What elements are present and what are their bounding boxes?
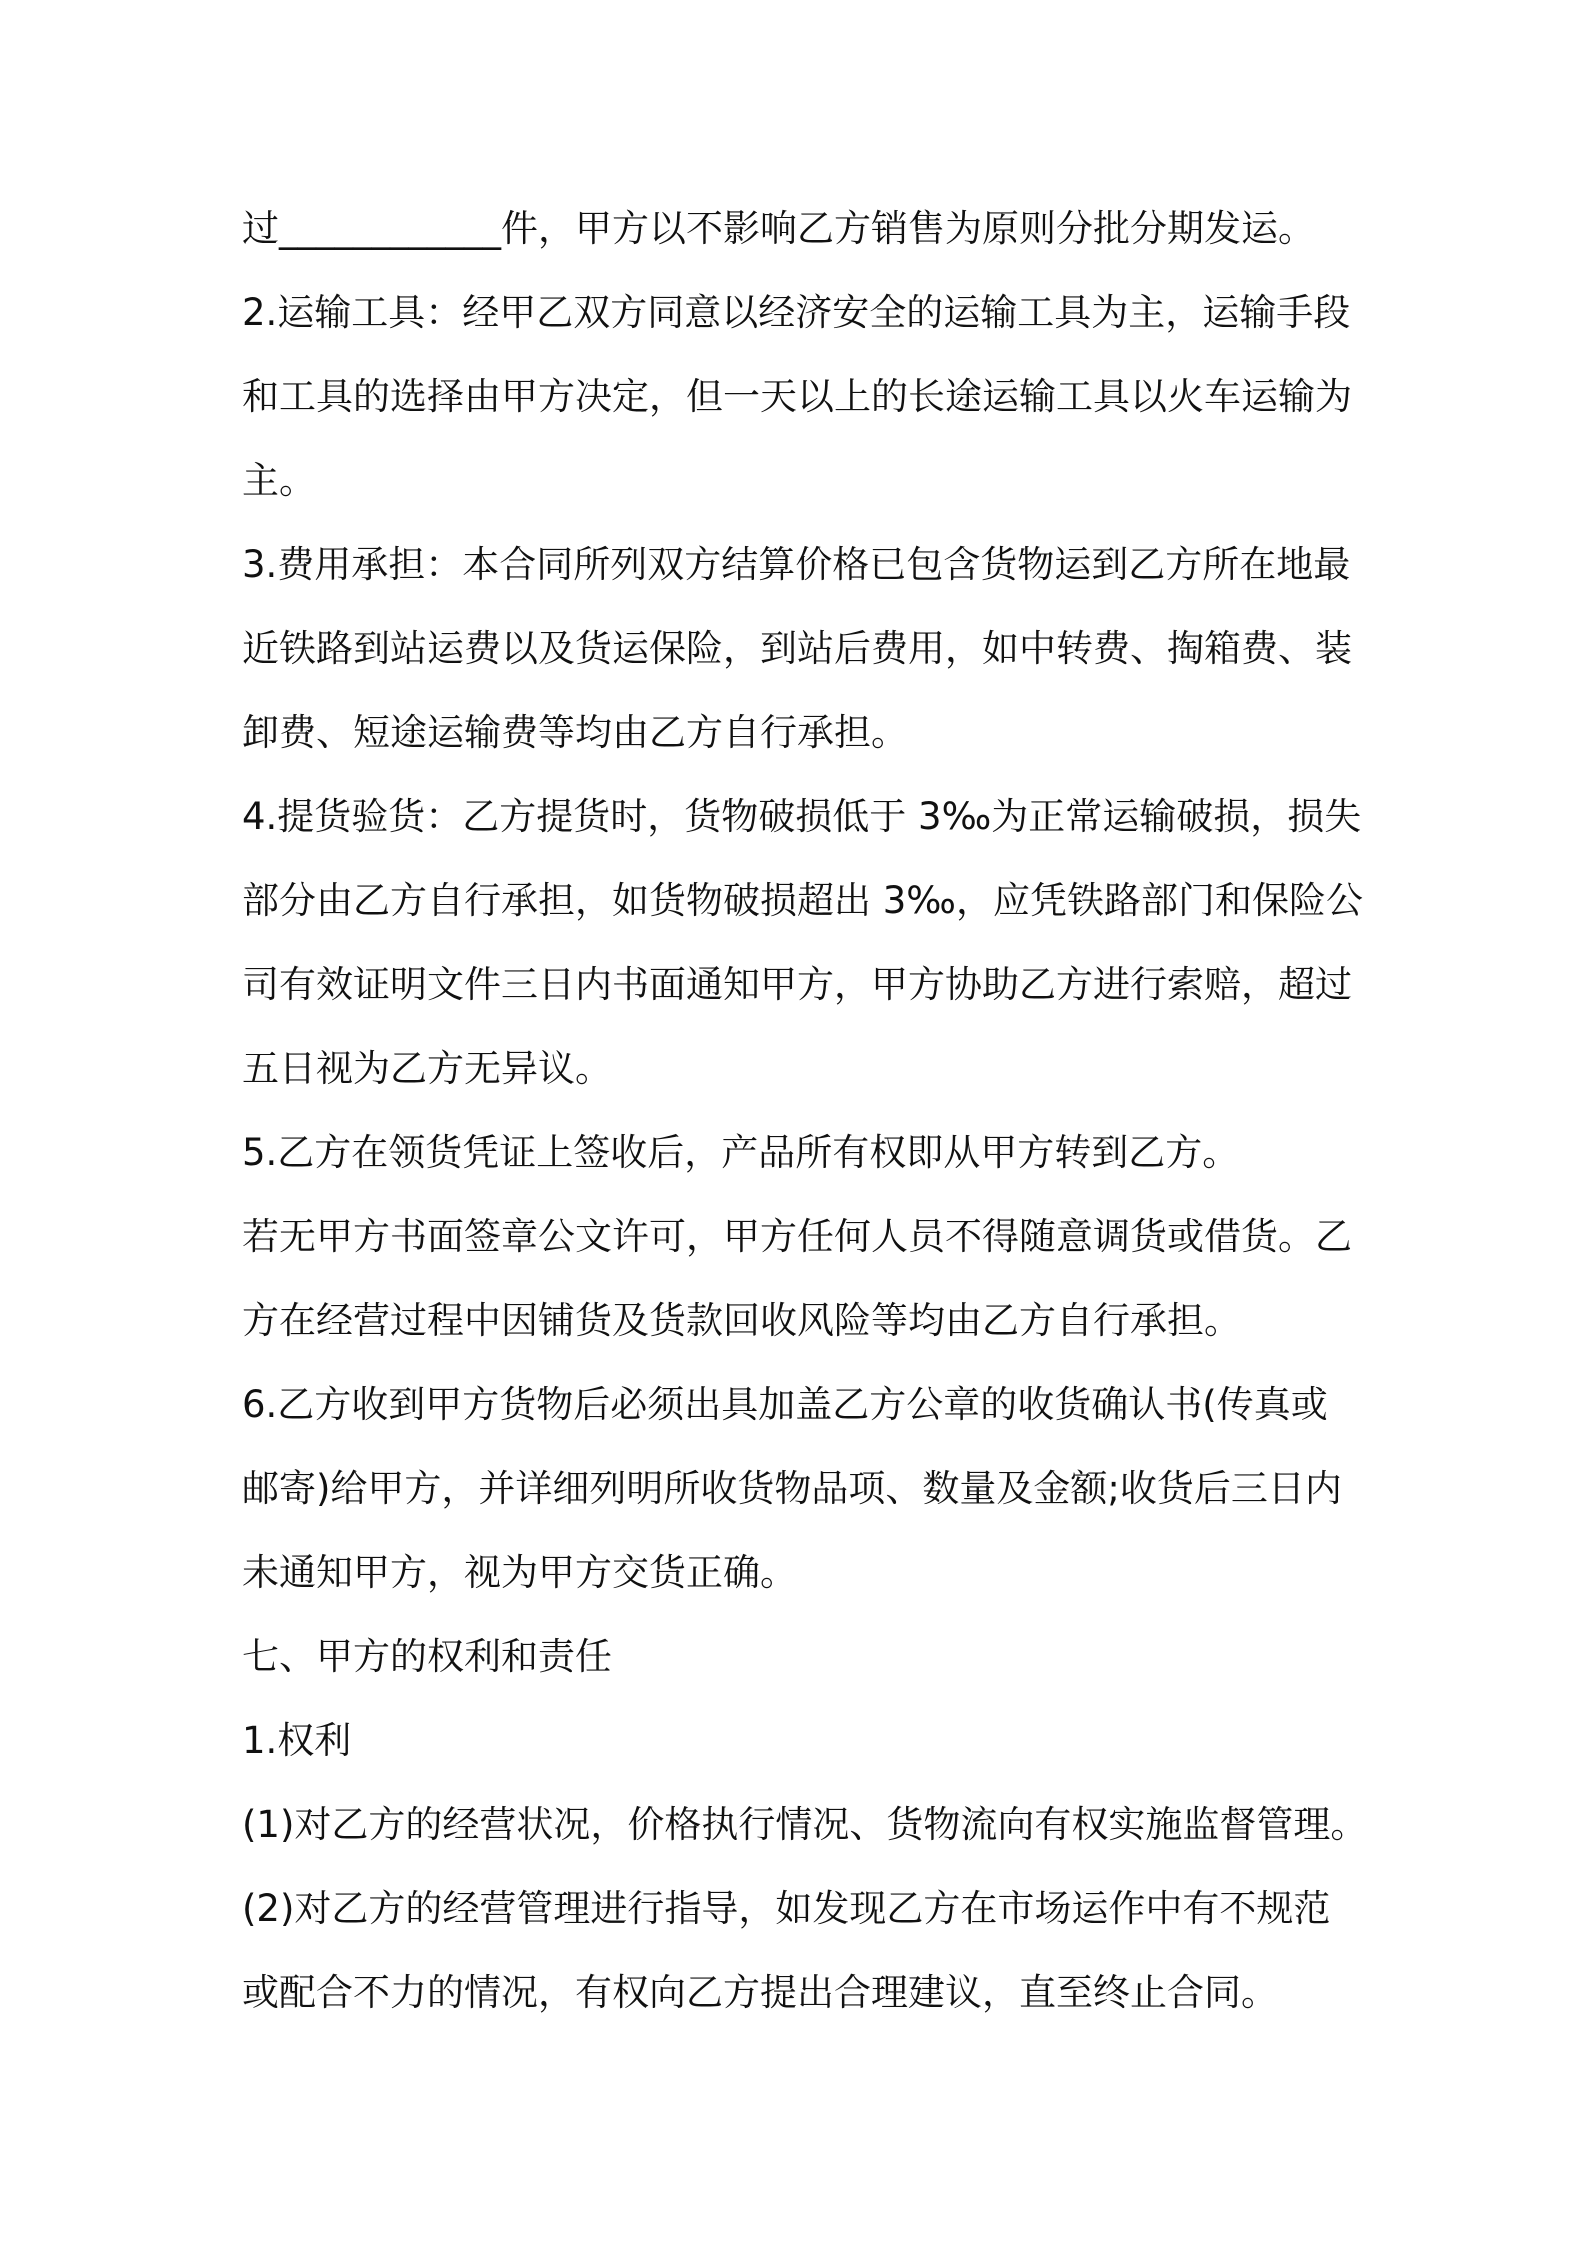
text-line: 和工具的选择由甲方决定，但一天以上的长途运输工具以火车运输为 bbox=[242, 375, 1352, 418]
text-line: 未通知甲方，视为甲方交货正确。 bbox=[242, 1551, 797, 1594]
text-line: 部分由乙方自行承担，如货物破损超出 3‰，应凭铁路部门和保险公 bbox=[242, 879, 1363, 922]
text-line: 或配合不力的情况，有权向乙方提出合理建议，直至终止合同。 bbox=[242, 1971, 1278, 2014]
text-line: 五日视为乙方无异议。 bbox=[242, 1047, 612, 1090]
text-line: 主。 bbox=[242, 459, 316, 502]
text-line-ownership: 5.乙方在领货凭证上签收后，产品所有权即从甲方转到乙方。 bbox=[242, 1131, 1240, 1174]
text-line-right-2: (2)对乙方的经营管理进行指导，如发现乙方在市场运作中有不规范 bbox=[242, 1887, 1331, 1930]
text-line: 若无甲方书面签章公文许可，甲方任何人员不得随意调货或借货。乙 bbox=[242, 1215, 1352, 1258]
text-line: 方在经营过程中因铺货及货款回收风险等均由乙方自行承担。 bbox=[242, 1299, 1241, 1342]
text-line-shipping-schedule: 过____________件，甲方以不影响乙方销售为原则分批分期发运。 bbox=[242, 207, 1315, 250]
text-line: 卸费、短途运输费等均由乙方自行承担。 bbox=[242, 711, 908, 754]
text-line-right-1: (1)对乙方的经营状况，价格执行情况、货物流向有权实施监督管理。 bbox=[242, 1803, 1368, 1846]
text-line-cost-bearing: 3.费用承担：本合同所列双方结算价格已包含货物运到乙方所在地最 bbox=[242, 543, 1351, 586]
text-line-receipt-confirmation: 6.乙方收到甲方货物后必须出具加盖乙方公章的收货确认书(传真或 bbox=[242, 1383, 1328, 1426]
text-line-inspection: 4.提货验货：乙方提货时，货物破损低于 3‰为正常运输破损，损失 bbox=[242, 795, 1362, 838]
subsection-heading: 1.权利 bbox=[242, 1719, 352, 1762]
text-line: 司有效证明文件三日内书面通知甲方，甲方协助乙方进行索赔，超过 bbox=[242, 963, 1352, 1006]
text-line: 近铁路到站运费以及货运保险，到站后费用，如中转费、掏箱费、装 bbox=[242, 627, 1352, 670]
text-line-transport-tools: 2.运输工具：经甲乙双方同意以经济安全的运输工具为主，运输手段 bbox=[242, 291, 1351, 334]
section-heading: 七、甲方的权利和责任 bbox=[242, 1635, 612, 1678]
text-line: 邮寄)给甲方，并详细列明所收货物品项、数量及金额;收货后三日内 bbox=[242, 1467, 1342, 1510]
